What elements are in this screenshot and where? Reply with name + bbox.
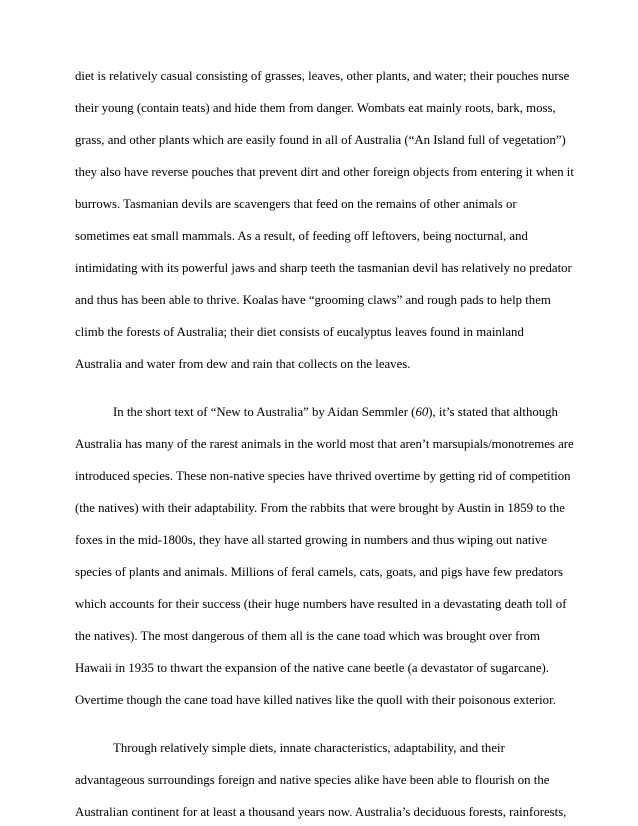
text-line: Australia and water from dew and rain that collects on the leaves. — [75, 357, 411, 371]
text-line: diet is relatively casual consisting of grasses, leaves, other plants, and water; their pouches nurse — [75, 69, 570, 83]
text-line: Australia has many of the rarest animals in the world most that aren’t marsupials/monotremes are — [75, 437, 574, 451]
citation-page: 60 — [415, 405, 429, 419]
text-line: (the natives) with their adaptability. From the rabbits that were brought by Austin in 1859 to the — [75, 501, 565, 515]
text-line: the natives). The most dangerous of them all is the cane toad which was brought over from — [75, 629, 540, 643]
text-line: Hawaii in 1935 to thwart the expansion of the native cane beetle (a devastator of sugarcane). — [75, 661, 550, 675]
text-line: and thus has been able to thrive. Koalas have “grooming claws” and rough pads to help them — [75, 293, 551, 307]
text-line: which accounts for their success (their huge numbers have resulted in a devastating death toll of — [75, 597, 567, 611]
text-line: they also have reverse pouches that prevent dirt and other foreign objects from entering it when it — [75, 165, 574, 179]
text-line: foxes in the mid-1800s, they have all started growing in numbers and thus wiping out native — [75, 533, 547, 547]
text-line: species of plants and animals. Millions of feral camels, cats, goats, and pigs have few predators — [75, 565, 563, 579]
text-line: advantageous surroundings foreign and native species alike have been able to flourish on the — [75, 773, 550, 787]
text-segment: ), it’s stated that although — [428, 405, 558, 419]
text-line: grass, and other plants which are easily found in all of Australia (“An Island full of vegetation”) — [75, 133, 566, 147]
text-line: their young (contain teats) and hide them from danger. Wombats eat mainly roots, bark, moss, — [75, 101, 556, 115]
text-line: introduced species. These non-native species have thrived overtime by getting rid of competition — [75, 469, 571, 483]
text-line: sometimes eat small mammals. As a result, of feeding off leftovers, being nocturnal, and — [75, 229, 528, 243]
text-segment: In the short text of “New to Australia” by Aidan Semmler ( — [113, 405, 416, 419]
paragraph-first-line — [113, 404, 613, 420]
text-line: Australian continent for at least a thousand years now. Australia’s deciduous forests, rainforests, — [75, 805, 567, 819]
paragraph-first-line: Through relatively simple diets, innate characteristics, adaptability, and their — [113, 741, 505, 755]
text-line: climb the forests of Australia; their diet consists of eucalyptus leaves found in mainland — [75, 325, 524, 339]
text-line: intimidating with its powerful jaws and sharp teeth the tasmanian devil has relatively no predator — [75, 261, 572, 275]
text-line: Overtime though the cane toad have killed natives like the quoll with their poisonous exterior. — [75, 693, 556, 707]
text-line: burrows. Tasmanian devils are scavengers that feed on the remains of other animals or — [75, 197, 517, 211]
